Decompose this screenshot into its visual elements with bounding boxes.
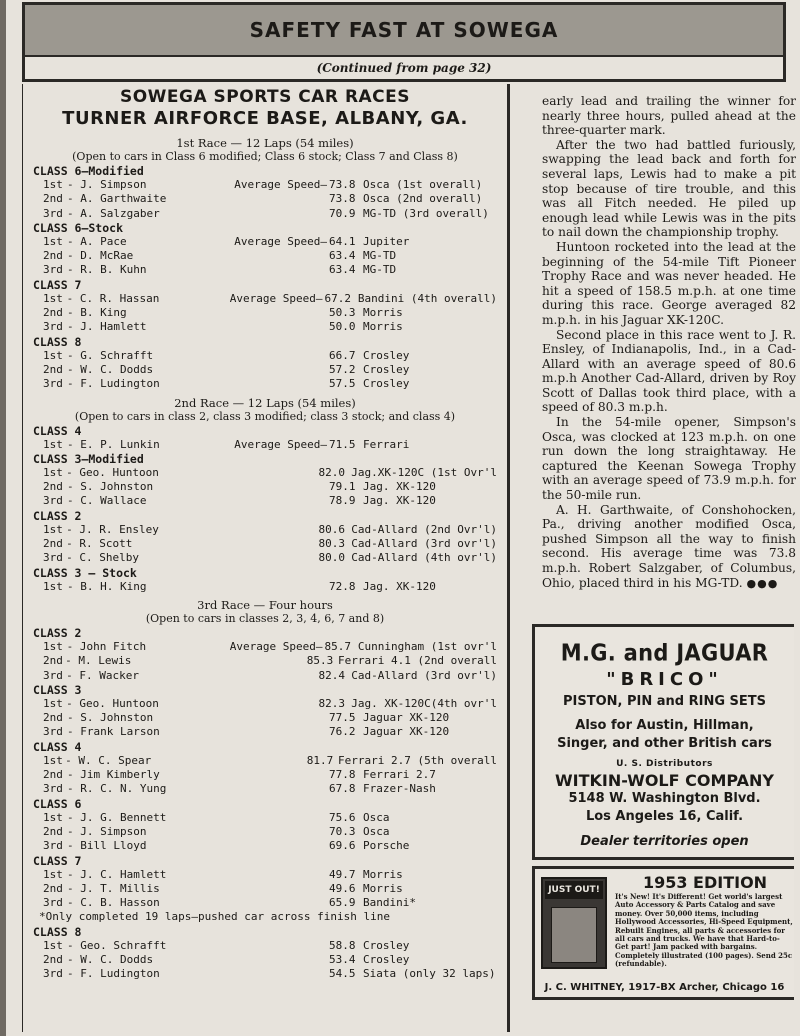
paragraph-text: Second place in this race went to J. R. Ensley, of Indianapolis, Ind., in a Cad-Allard with an average speed of 80.6 m.p.h Another Cad-Allard, driven by Roy Scott of Dallas took third place, with a speed of 80.3 m.p.h. (542, 327, 796, 415)
result-row (33, 192, 497, 206)
result-speed: 77.5 (329, 711, 356, 725)
result-car: Jaguar XK-120 (363, 725, 450, 739)
result-avg (209, 580, 329, 594)
catalog-image (541, 877, 607, 969)
result-pos: 1st (43, 234, 63, 248)
result-pos: 1st (43, 810, 63, 824)
result-driver: - C. Wallace (67, 494, 147, 508)
result-row (33, 466, 497, 480)
result-avg (209, 377, 329, 391)
result-speed: 49.6 (329, 881, 356, 895)
result-row (33, 523, 497, 537)
result-car: Osca (363, 824, 390, 838)
result-pos: 2nd (43, 711, 63, 725)
result-speed: 50.3 (329, 306, 356, 320)
race-eligibility-note: (Open to cars in Class 6 modified; Class 6 stock; Class 7 and Class 8) (72, 150, 458, 163)
result-driver: - Geo. Schrafft (67, 938, 167, 952)
result-avg (209, 711, 329, 725)
result-speed: 58.8 (329, 938, 356, 952)
result-pos: 2nd (43, 192, 63, 206)
result-speed: 78.9 (329, 494, 356, 508)
result-row (33, 207, 497, 221)
result-row (33, 654, 497, 668)
result-avg (196, 754, 307, 768)
continued-note: (Continued from page 32) (316, 61, 492, 75)
result-pos: 2nd (43, 362, 63, 376)
ad-company: WITKIN-WOLF COMPANY (554, 771, 774, 790)
result-pos: 3rd (43, 782, 63, 796)
paragraph-text: early lead and trailing the winner for nearly three hours, pulled ahead at the three-quarter mark. (542, 94, 796, 138)
result-row (33, 249, 497, 263)
result-pos: 2nd (43, 537, 63, 551)
result-car: Osca (2nd overall) (363, 192, 483, 206)
result-speed: 76.2 (329, 725, 356, 739)
result-avg (209, 782, 329, 796)
result-row (33, 669, 497, 683)
result-speed: 67.2 (324, 291, 351, 305)
result-avg (209, 320, 329, 334)
result-avg (209, 967, 329, 981)
result-pos: 3rd (43, 551, 63, 565)
result-pos: 3rd (43, 839, 63, 853)
race-eligibility-note: (Open to cars in classes 2, 3, 4, 6, 7 and 8) (145, 611, 385, 625)
end-mark: ●●● (746, 576, 779, 590)
result-pos: 2nd (43, 881, 63, 895)
result-driver: - R. C. N. Yung (67, 782, 167, 796)
result-driver: - S. Johnston (67, 711, 154, 725)
result-row (33, 939, 497, 953)
result-driver: - J. Simpson (67, 824, 147, 838)
result-speed: 50.0 (329, 320, 356, 334)
result-pos: 3rd (43, 263, 63, 277)
result-driver: - Geo. Huntoon (66, 696, 159, 710)
paragraph-text: Huntoon rocketed into the lead at the beginning of the 54-mile Tift Pioneer Trophy Race and was never headed. He hit a speed of 158.5 m.p.h. at one time during this race. George averaged 82 m.p.h. in his Jaguar XK-120C. (542, 239, 796, 327)
class-heading: CLASS 6—Modified (33, 164, 144, 178)
result-driver: - C. R. Hassan (66, 291, 160, 305)
result-row (33, 882, 497, 896)
result-avg (203, 537, 319, 551)
result-avg (203, 697, 319, 711)
result-driver: - Bill Lloyd (67, 839, 147, 853)
class-heading: CLASS 3 — Stock (33, 565, 137, 580)
result-driver: - R. B. Kuhn (67, 263, 147, 277)
result-row (33, 811, 497, 825)
result-row (33, 868, 497, 882)
result-pos: 2nd (43, 952, 63, 966)
paragraph-text: In the 54-mile opener, Simpson's Osca, was clocked at 123 m.p.h. on one run down the long straightaway. He captured the Keenan Sowega Trophy with an average speed of 73.9 m.p.h. for the 50-mile run. (542, 415, 796, 503)
result-speed: 70.3 (329, 824, 356, 838)
result-row (33, 320, 497, 334)
ad-title: M.G. and JAGUAR (560, 639, 769, 667)
article-paragraph (542, 240, 796, 328)
result-row (33, 363, 497, 377)
result-pos: 1st (43, 639, 63, 653)
ad-dealer: Dealer territories open (580, 834, 749, 849)
result-driver: - A. Pace (67, 234, 127, 248)
ad-address-1: 5148 W. Washington Blvd. (568, 791, 761, 806)
edition-title: 1953 EDITION (642, 873, 768, 892)
result-driver: - Jim Kimberly (67, 768, 160, 782)
paragraph-text: A. H. Garthwaite, of Conshohocken, Pa., driving another modified Osca, pushed Simpson all the way to finish second. His average time was 73.8 m.p.h. Robert Salzgaber, of Columbus, Ohio, placed third in his MG-TD. (542, 502, 796, 590)
result-speed: 64.1 (329, 234, 356, 248)
races-list (33, 136, 497, 982)
page-title: SAFETY FAST AT SOWEGA (249, 18, 559, 42)
result-avg (209, 725, 329, 739)
result-driver: - J. G. Bennett (67, 810, 167, 824)
class-heading: CLASS 3 (33, 682, 82, 697)
result-speed: 81.7 (306, 753, 334, 767)
result-car: Ferrari 2.7 (5th overall (338, 753, 497, 767)
result-avg (209, 868, 329, 882)
result-speed: 77.8 (329, 768, 356, 782)
result-car: Jag. XK-120 (363, 579, 436, 593)
result-car: Cad-Allard (2nd Ovr'l) (351, 522, 497, 536)
result-driver: - D. McRae (67, 249, 134, 263)
result-driver: - J. T. Millis (67, 881, 160, 895)
result-row (33, 711, 497, 725)
catalog-description: It's New! It's Different! Get world's largest Auto Accessory & Parts Catalog and save money. Over 50,000 items, including Hollywood Accessories, Hi-Speed Equipment, Rebuilt Engines, all parts & accessories for all cars and trucks. We have that Hard-to-Get part! Jam packed with bargains. Completely illustrated (100 pages). Send 25c (refundable). (615, 892, 793, 969)
result-pos: 1st (43, 522, 63, 536)
result-speed: 71.5 (329, 437, 356, 451)
result-car: Ferrari 2.7 (363, 768, 436, 782)
result-car: Bandini (4th overall) (357, 291, 497, 305)
result-avg: Average Speed— (234, 178, 327, 191)
result-driver: - J. R. Ensley (66, 522, 159, 536)
result-driver: - F. Wacker (66, 668, 139, 682)
result-avg (209, 192, 329, 206)
result-pos: 3rd (43, 320, 63, 334)
result-car: Morris (363, 867, 403, 881)
result-pos: 2nd (43, 480, 63, 494)
whitney-address: J. C. WHITNEY, 1917-BX Archer, Chicago 16 (544, 982, 785, 993)
result-row (33, 349, 497, 363)
result-avg: Average Speed— (234, 234, 327, 248)
ad-also-line-2: Singer, and other British cars (557, 736, 772, 751)
result-car: Osca (1st overall) (363, 178, 483, 191)
result-row (33, 967, 497, 981)
result-row (33, 438, 497, 452)
results-title: SOWEGA SPORTS CAR RACES (119, 87, 411, 107)
result-car: Bandini* (363, 896, 416, 910)
result-pos: 3rd (43, 206, 63, 220)
result-row (33, 306, 497, 320)
article-column (518, 84, 800, 591)
result-car: Osca (363, 810, 390, 824)
result-driver: - C. B. Hasson (67, 896, 160, 910)
result-driver: - A. Garthwaite (67, 192, 167, 206)
result-car: Frazer-Nash (363, 782, 436, 796)
article-paragraph (542, 328, 796, 416)
result-speed: 82.4 (318, 668, 346, 682)
result-pos: 1st (43, 465, 63, 479)
catalog-badge: JUST OUT! (545, 881, 603, 899)
article-paragraph (542, 415, 796, 503)
result-driver: - F. Ludington (67, 967, 160, 981)
result-pos: 1st (43, 348, 63, 362)
result-car: Jag. XK-120C(4th ovr'l (351, 696, 497, 710)
result-speed: 82.3 (318, 696, 346, 710)
result-pos: 2nd (43, 824, 63, 838)
result-row (33, 494, 497, 508)
result-speed: 63.4 (329, 263, 356, 277)
result-pos: 3rd (43, 494, 63, 508)
result-pos: 3rd (43, 896, 63, 910)
result-driver: - B. H. King (67, 579, 147, 593)
result-speed: 69.6 (329, 839, 356, 853)
result-avg (209, 811, 329, 825)
race-heading: 1st Race — 12 Laps (54 miles) (176, 136, 354, 150)
result-speed: 49.7 (329, 867, 356, 881)
result-car: Morris (363, 881, 403, 895)
result-row (33, 263, 497, 277)
result-avg (209, 349, 329, 363)
result-car: Jupiter (363, 234, 410, 248)
result-driver: - J. Hamlett (67, 320, 147, 334)
result-driver: - C. Shelby (66, 551, 139, 565)
class-heading: CLASS 8 (33, 334, 82, 349)
result-driver: - G. Schrafft (67, 348, 154, 362)
result-pos: 1st (43, 696, 63, 710)
catalog-cover-icon (551, 907, 597, 963)
result-driver: - W. C. Spear (65, 753, 152, 767)
race-eligibility-note: (Open to cars in class 2, class 3 modified; class 3 stock; and class 4) (74, 409, 456, 423)
result-car: Jag. XK-120 (363, 494, 436, 508)
class-footnote: *Only completed 19 laps—pushed car across finish line (39, 910, 390, 924)
result-pos: 1st (43, 867, 63, 881)
result-row (33, 953, 497, 967)
result-avg (203, 523, 319, 537)
result-pos: 1st (43, 178, 63, 191)
result-row (33, 480, 497, 494)
result-car: MG-TD (363, 249, 397, 263)
class-heading: CLASS 4 (33, 423, 82, 438)
class-heading: CLASS 7 (33, 277, 82, 292)
result-row (33, 697, 497, 711)
class-heading: CLASS 4 (33, 739, 82, 754)
result-avg (209, 480, 329, 494)
ad-distributors: U. S. Distributors (616, 759, 713, 769)
result-speed: 63.4 (329, 249, 356, 263)
result-pos: 3rd (43, 967, 63, 981)
result-speed: 80.6 (318, 522, 346, 536)
result-car: Ferrari 4.1 (2nd overall (338, 654, 497, 668)
result-speed: 53.4 (329, 952, 356, 966)
result-avg (209, 939, 329, 953)
result-row (33, 235, 497, 249)
result-driver: - S. Johnston (67, 480, 154, 494)
result-avg (209, 953, 329, 967)
result-avg (209, 494, 329, 508)
result-pos: 1st (43, 579, 63, 593)
result-avg (203, 551, 319, 565)
result-pos: 3rd (43, 725, 63, 739)
result-speed: 67.8 (329, 782, 356, 796)
result-speed: 75.6 (329, 810, 356, 824)
result-speed: 80.0 (318, 551, 346, 565)
result-pos: 3rd (43, 377, 63, 391)
result-driver: - A. Salzgaber (67, 206, 160, 220)
paragraph-text: After the two had battled furiously, swapping the lead back and forth for several laps, Lewis had to make a pit stop because of tire trouble, and this was all Fitch needed. He piled up enough lead while Lewis was in the pits to nail down the championship trophy. (542, 137, 796, 240)
article-paragraph (542, 94, 796, 138)
result-driver: - J. C. Hamlett (67, 867, 167, 881)
result-car: Cad-Allard (3rd ovr'l) (351, 537, 497, 551)
race-results-column (22, 84, 510, 1032)
result-car: Jaguar XK-120 (363, 711, 450, 725)
result-driver: - W. C. Dodds (67, 362, 154, 376)
result-pos: 1st (43, 291, 63, 305)
class-heading: CLASS 7 (33, 853, 82, 868)
result-avg (203, 466, 319, 480)
result-avg (209, 768, 329, 782)
result-car: Morris (363, 306, 403, 320)
mg-jaguar-ad (532, 624, 794, 860)
result-pos: 3rd (43, 668, 63, 682)
result-row (33, 896, 497, 910)
result-car: Jag.XK-120C (1st Ovr'l (351, 465, 497, 479)
result-row (33, 640, 497, 654)
banner-band (25, 5, 783, 57)
result-car: Crosley (363, 377, 410, 391)
result-row (33, 537, 497, 551)
result-pos: 2nd (43, 654, 63, 668)
result-pos: 2nd (43, 249, 63, 263)
result-car: Crosley (363, 348, 410, 362)
class-heading: CLASS 3—Modified (33, 451, 144, 466)
ad-brand: "BRICO" (606, 669, 723, 690)
result-avg (209, 882, 329, 896)
result-avg (209, 825, 329, 839)
result-pos: 1st (43, 437, 63, 451)
result-row (33, 825, 497, 839)
result-driver: - John Fitch (66, 639, 147, 653)
results-location: TURNER AIRFORCE BASE, ALBANY, GA. (62, 108, 468, 129)
class-heading: CLASS 6 (33, 796, 82, 811)
ad-also (535, 717, 794, 753)
result-row (33, 782, 497, 796)
result-car: Ferrari (363, 437, 410, 451)
result-row (33, 551, 497, 565)
result-speed: 65.9 (329, 896, 356, 910)
result-row (33, 377, 497, 391)
result-car: Morris (363, 320, 403, 334)
result-car: MG-TD (3rd overall) (363, 206, 489, 220)
result-speed: 70.9 (329, 206, 356, 220)
result-driver: - R. Scott (66, 537, 133, 551)
result-speed: 73.8 (329, 192, 356, 206)
result-car: Cunningham (1st ovr'l (357, 639, 497, 653)
race-heading: 2nd Race — 12 Laps (54 miles) (174, 395, 356, 410)
result-pos: 1st (43, 938, 63, 952)
result-car: Cad-Allard (4th ovr'l) (351, 551, 497, 565)
result-speed: 66.7 (329, 348, 356, 362)
result-driver: - J. Simpson (67, 178, 147, 191)
result-driver: - W. C. Dodds (67, 952, 154, 966)
result-avg (196, 654, 307, 668)
result-avg (209, 363, 329, 377)
result-driver: - Frank Larson (67, 725, 160, 739)
result-speed: 82.0 (318, 465, 346, 479)
result-car: Porsche (363, 839, 410, 853)
result-speed: 57.2 (329, 362, 356, 376)
race-heading: 3rd Race — Four hours (197, 597, 333, 612)
whitney-catalog-ad (532, 866, 794, 1000)
class-heading: CLASS 2 (33, 625, 82, 640)
result-speed: 72.8 (329, 579, 356, 593)
result-row (33, 768, 497, 782)
result-row (33, 754, 497, 768)
result-avg: Average Speed— (234, 437, 327, 451)
result-row (33, 178, 497, 192)
result-avg (209, 839, 329, 853)
ad-also-line-1: Also for Austin, Hillman, (575, 718, 754, 733)
result-pos: 2nd (43, 306, 63, 320)
result-speed: 85.3 (306, 654, 334, 668)
result-driver: - M. Lewis (65, 654, 132, 668)
result-car: MG-TD (363, 263, 397, 277)
result-driver: - B. King (67, 306, 127, 320)
result-row (33, 580, 497, 594)
result-car: Crosley (363, 362, 410, 376)
result-pos: 2nd (43, 768, 63, 782)
result-pos: 1st (43, 753, 63, 767)
article-body (518, 84, 800, 591)
result-avg: Average Speed— (229, 291, 323, 305)
ad-address-2: Los Angeles 16, Calif. (585, 809, 744, 824)
result-row (33, 292, 497, 306)
article-paragraph (542, 138, 796, 240)
result-car: Jag. XK-120 (363, 480, 436, 494)
result-car: Siata (only 32 laps) (363, 967, 496, 981)
result-speed: 73.8 (329, 178, 356, 191)
result-car: Cad-Allard (3rd ovr'l) (351, 668, 497, 682)
result-speed: 85.7 (324, 639, 351, 653)
result-avg (209, 306, 329, 320)
class-heading: CLASS 6—Stock (33, 220, 124, 235)
result-driver: - Geo. Huntoon (66, 465, 159, 479)
result-driver: - F. Ludington (67, 377, 160, 391)
result-row (33, 725, 497, 739)
result-speed: 80.3 (318, 537, 346, 551)
result-speed: 57.5 (329, 377, 356, 391)
result-driver: - E. P. Lunkin (67, 437, 160, 451)
page-banner (22, 2, 786, 82)
result-speed: 54.5 (329, 967, 356, 981)
article-paragraph (542, 503, 796, 592)
result-avg (203, 669, 319, 683)
result-avg (209, 249, 329, 263)
result-avg: Average Speed— (229, 639, 323, 653)
result-speed: 79.1 (329, 480, 356, 494)
result-car: Crosley (363, 952, 410, 966)
result-avg (209, 263, 329, 277)
class-heading: CLASS 8 (33, 924, 82, 939)
class-heading: CLASS 2 (33, 508, 82, 523)
result-row (33, 839, 497, 853)
result-car: Crosley (363, 938, 410, 952)
result-avg (209, 896, 329, 910)
result-avg (209, 207, 329, 221)
ad-product-line: PISTON, PIN and RING SETS (562, 694, 767, 709)
